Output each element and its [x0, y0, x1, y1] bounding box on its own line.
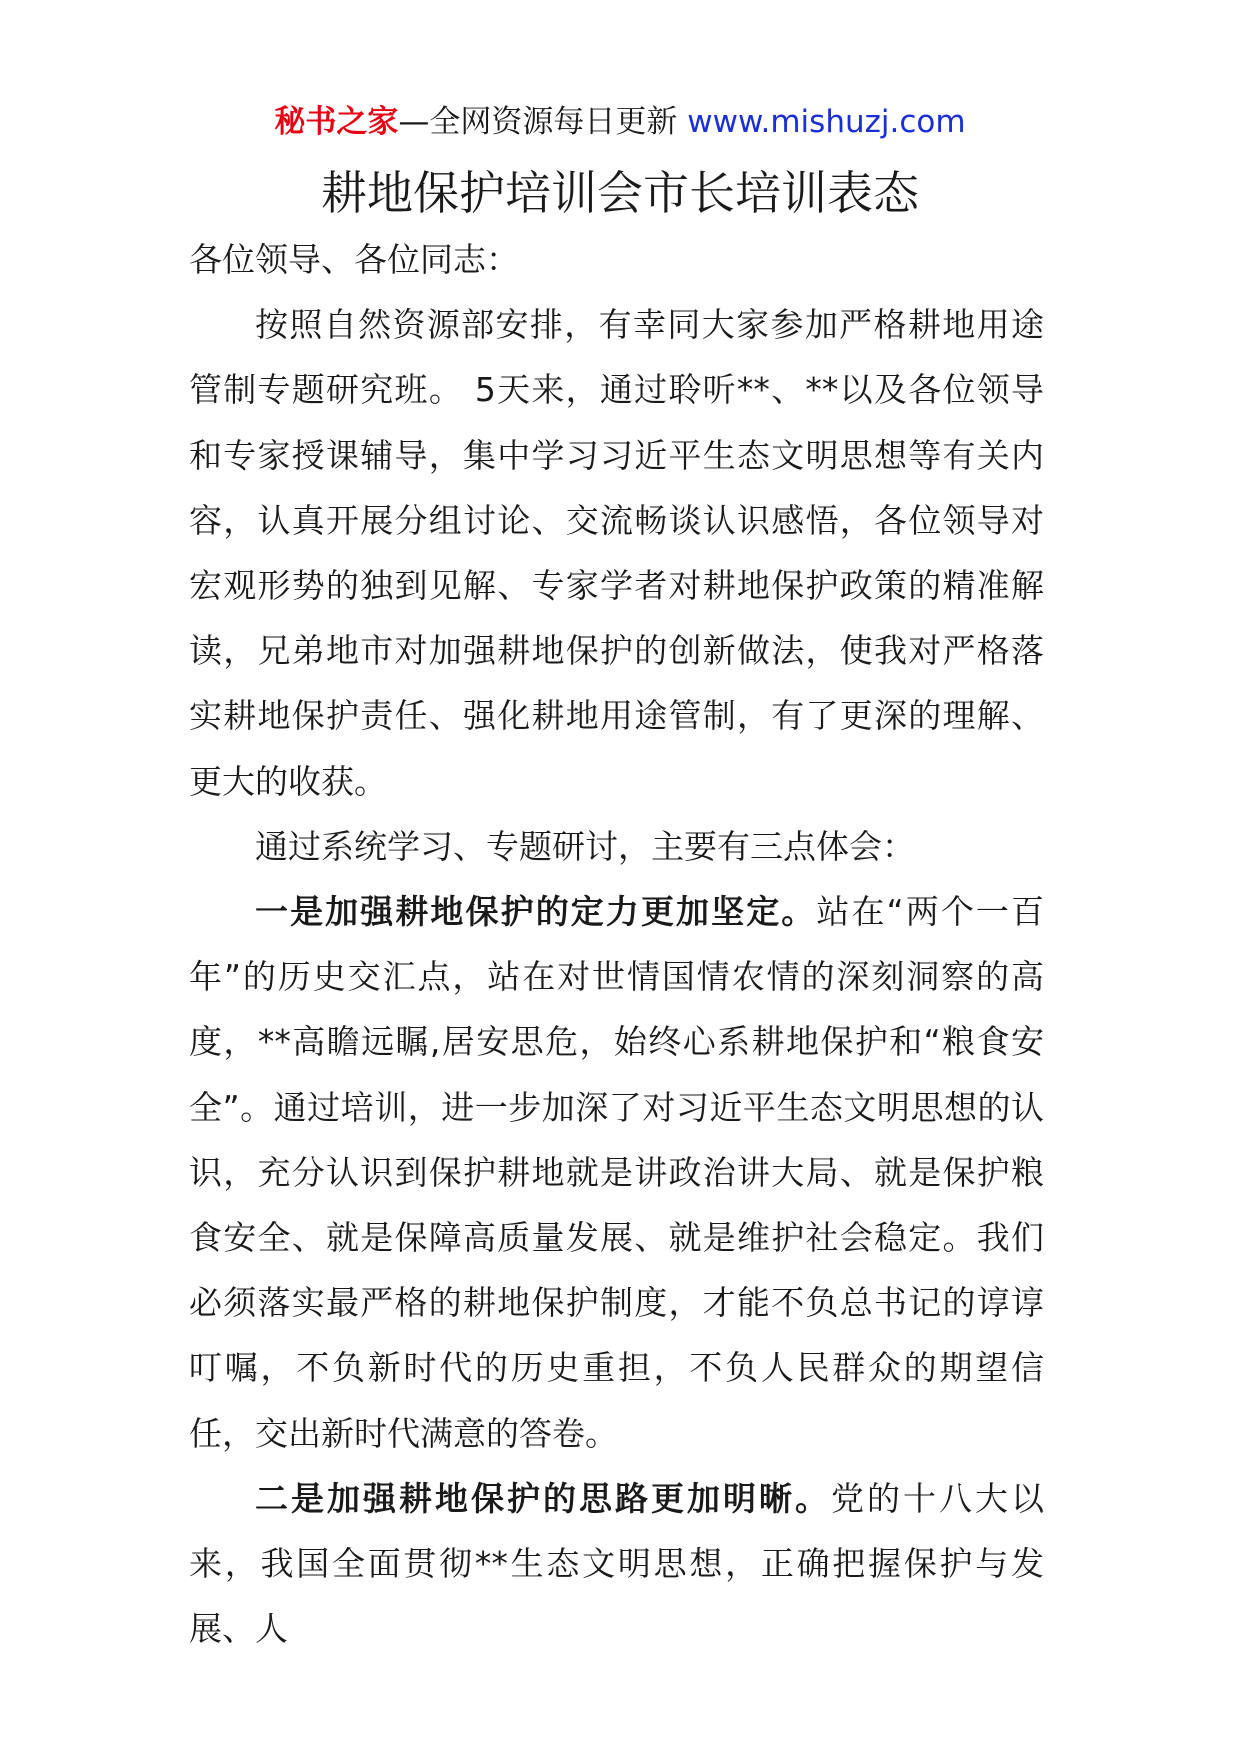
- brand-name: 秘书之家: [274, 104, 399, 140]
- paragraph-text: 通过系统学习、专题研讨，主要有三点体会：: [255, 826, 915, 866]
- paragraph-text: 党的十八大以来，我国全面贯彻**生态文明思想，正确把握保护与发展、人: [189, 1478, 1044, 1649]
- banner-tagline: —全网资源每日更新: [398, 104, 688, 140]
- site-banner: [0, 100, 1240, 144]
- document-title: 耕地保护培训会市长培训表态: [321, 166, 919, 220]
- salutation: 各位领导、各位同志：: [189, 240, 519, 279]
- paragraph-lead: 一是加强耕地保护的定力更加坚定。: [255, 892, 817, 932]
- paragraph-text: 按照自然资源部安排，有幸同大家参加严格耕地用途管制专题研究班。 5天来，通过聆听**、**以及各位领导和专家授课辅导，集中学习习近平生态文明思想等有关内容，认真开展分组讨论、交流畅谈认识感悟，各位领导对宏观形势的独到见解、专家学者对耕地保护政策的精准解读，兄弟地市对加强耕地保护的创新做法，使我对严格落实耕地保护责任、强化耕地用途管制，有了更深的理解、更大的收获。: [189, 305, 1044, 801]
- paragraph: [189, 879, 1044, 1466]
- paragraph: [189, 1466, 1044, 1662]
- paragraph: [189, 814, 1044, 879]
- paragraph-lead: 二是加强耕地保护的思路更加明晰。: [255, 1478, 831, 1518]
- paragraph: [189, 292, 1044, 814]
- site-url[interactable]: www.mishuzj.com: [687, 104, 966, 140]
- paragraph-text: 站在“两个一百年”的历史交汇点，站在对世情国情农情的深刻洞察的高度，**高瞻远瞩,居安思危，始终心系耕地保护和“粮食安全”。通过培训，进一步加深了对习近平生态文明思想的认识，充分认识到保护耕地就是讲政治讲大局、就是保护粮食安全、就是保障高质量发展、就是维护社会稳定。我们必须落实最严格的耕地保护制度，才能不负总书记的谆谆叮嘱，不负新时代的历史重担，不负人民群众的期望信任，交出新时代满意的答卷。: [189, 892, 1044, 1453]
- document-body: [189, 227, 1044, 1661]
